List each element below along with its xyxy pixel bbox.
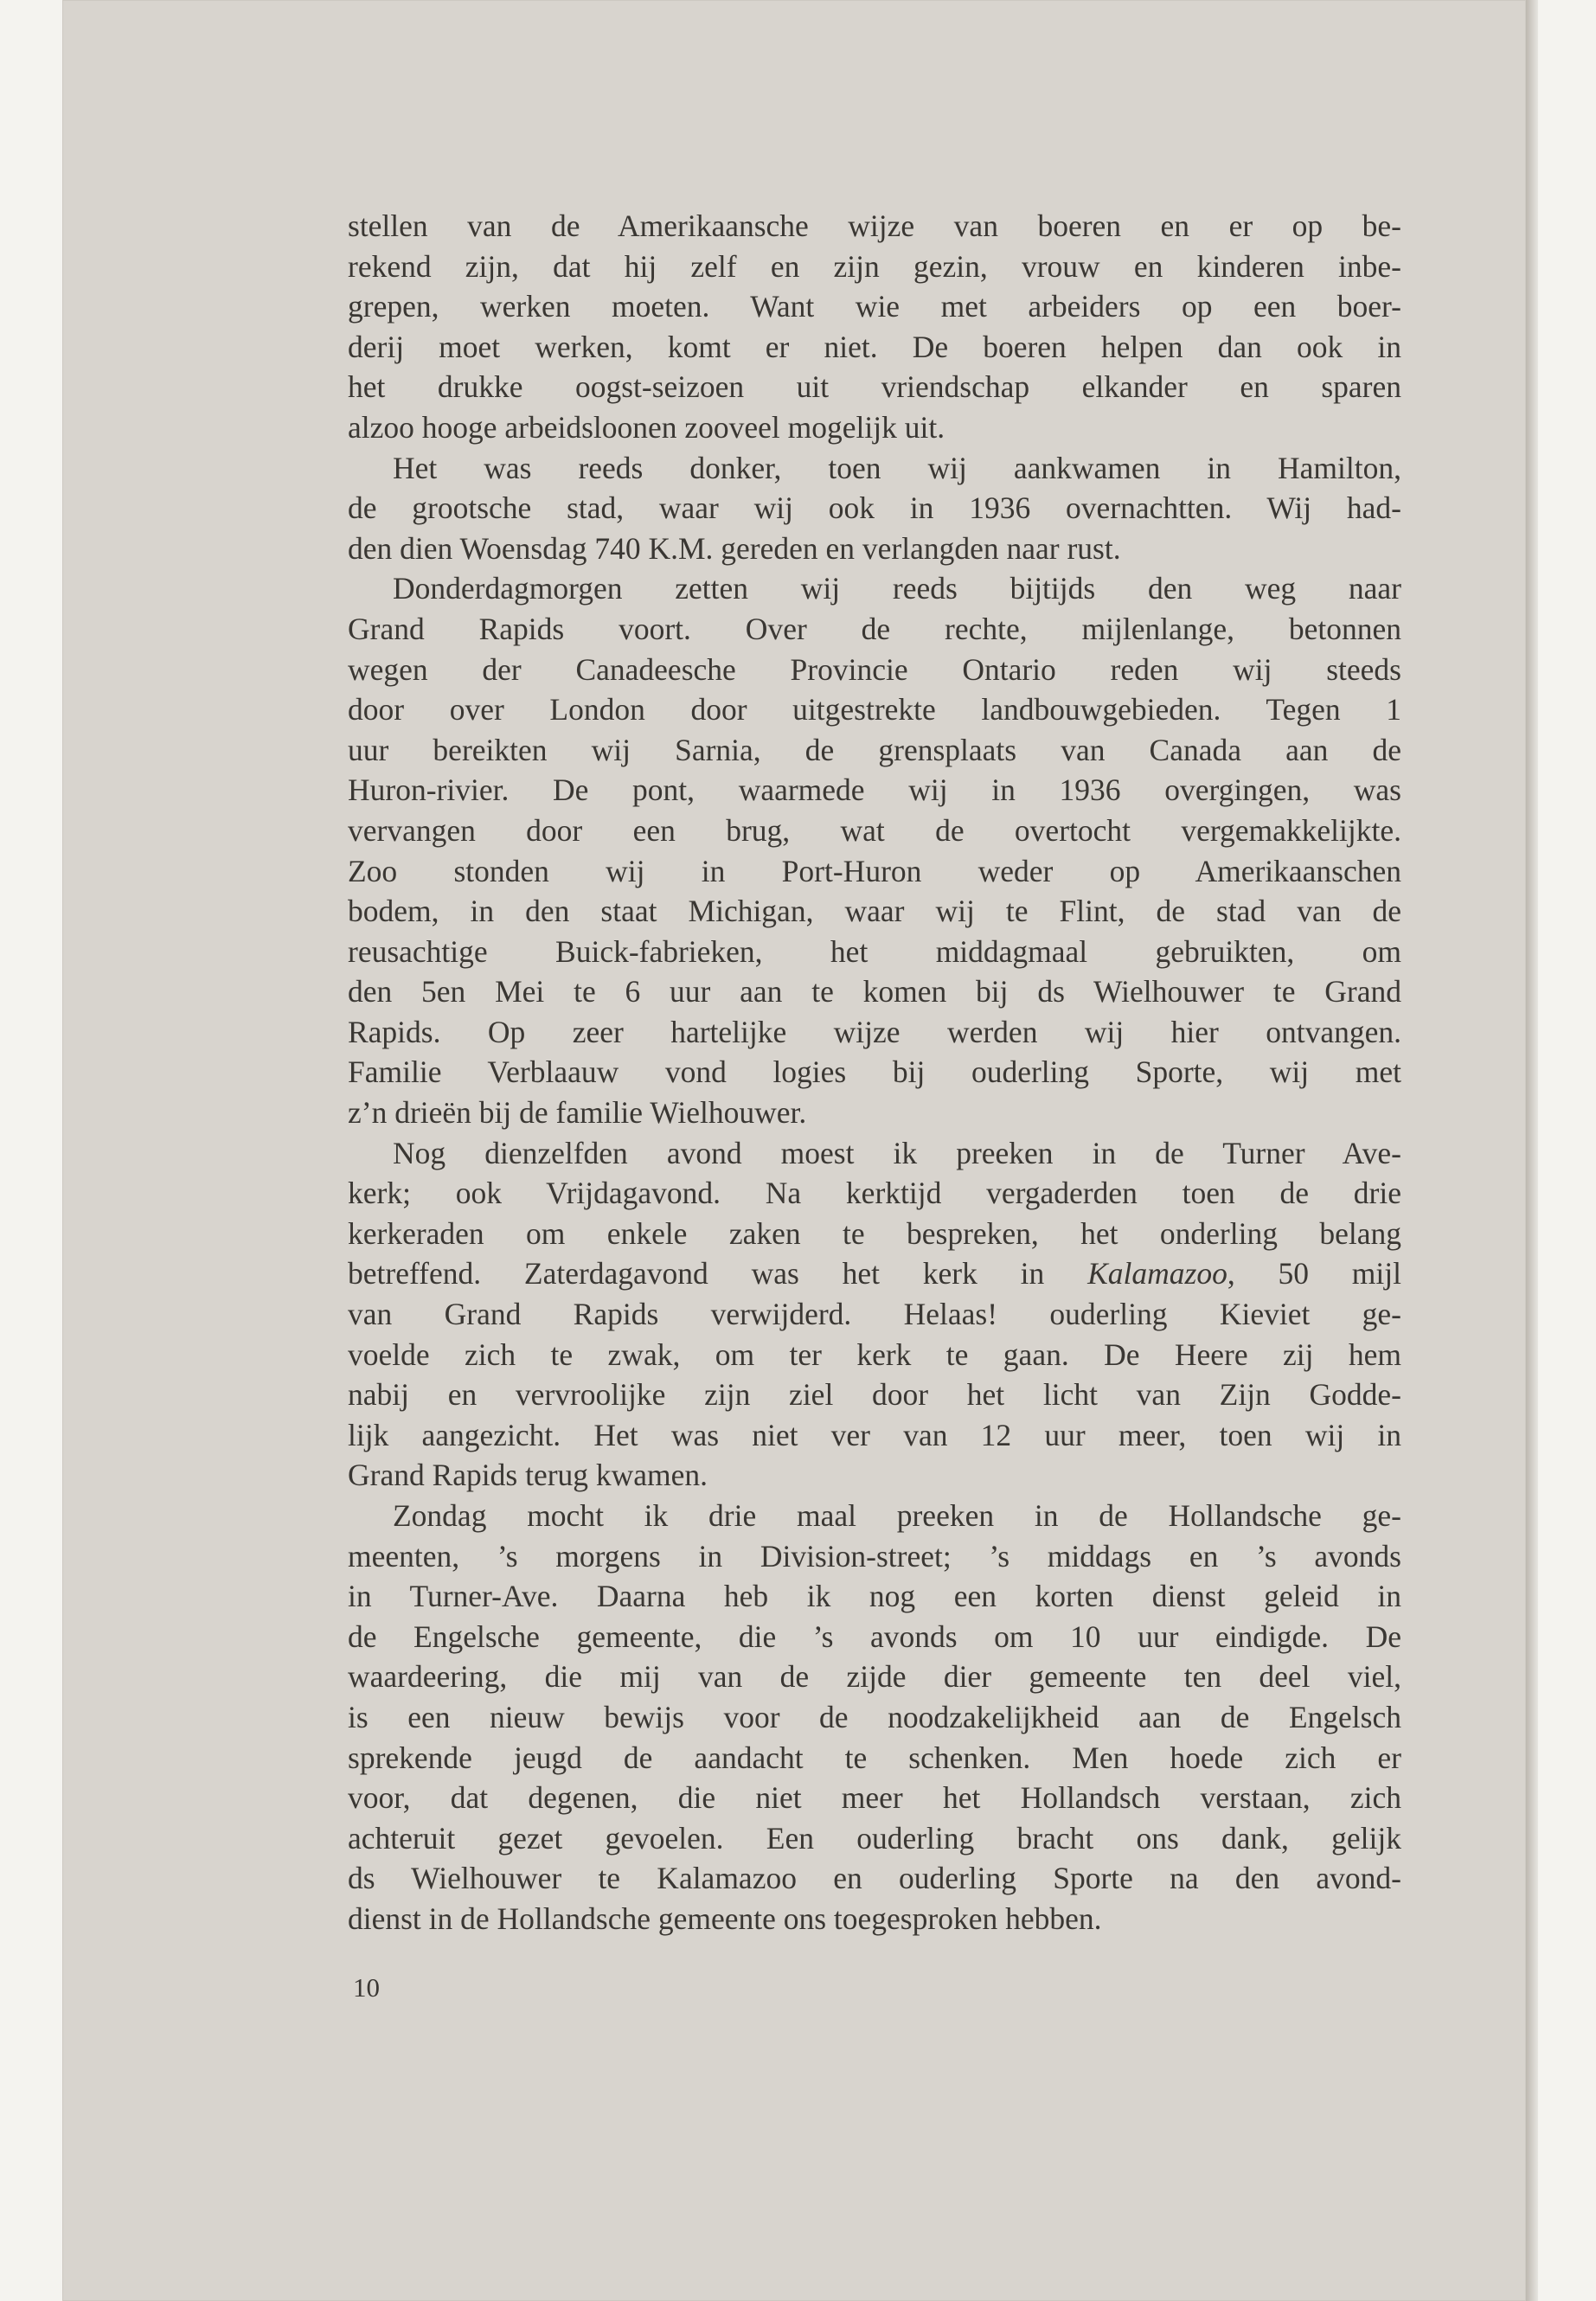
text-line: Rapids. Op zeer hartelijke wijze werden wij hier ontvangen. [348, 1014, 1401, 1049]
text-line: van Grand Rapids verwijderd. Helaas! ouderling Kieviet ge- [348, 1297, 1401, 1332]
text-line: kerkeraden om enkele zaken te bespreken, het onderling belang [348, 1215, 1401, 1251]
text-line: Grand Rapids terug kwamen. [348, 1458, 708, 1493]
text-line: de Engelsche gemeente, die ’s avonds om 10 uur eindigde. De [348, 1618, 1401, 1654]
text-line: betreffend. Zaterdagavond was het kerk in Kalamazoo, 50 mijl [348, 1256, 1401, 1292]
text-line: Grand Rapids voort. Over de rechte, mijlenlange, betonnen [348, 611, 1401, 646]
page-edge [1526, 0, 1538, 2301]
text-line: den dien Woensdag 740 K.M. gereden en verlangden naar rust. [348, 530, 1121, 566]
book-page [62, 0, 1526, 2301]
text-line: derij moet werken, komt er niet. De boeren helpen dan ook in [348, 329, 1401, 364]
text-line: Zondag mocht ik drie maal preeken in de Hollandsche ge- [393, 1498, 1401, 1533]
page-number: 10 [353, 1972, 380, 2003]
text-line: Nog dienzelfden avond moest ik preeken in de Turner Ave- [393, 1135, 1401, 1170]
text-line: Het was reeds donker, toen wij aankwamen in Hamilton, [393, 450, 1401, 485]
text-line: sprekende jeugd de aandacht te schenken. Men hoede zich er [348, 1740, 1401, 1775]
text-line: bodem, in den staat Michigan, waar wij te Flint, de stad van de [348, 894, 1401, 929]
text-line: wegen der Canadeesche Provincie Ontario reden wij steeds [348, 651, 1401, 687]
body-text [348, 206, 1401, 1939]
text-line: is een nieuw bewijs voor de noodzakelijkheid aan de Engelsch [348, 1699, 1401, 1734]
text-line: z’n drieën bij de familie Wielhouwer. [348, 1095, 807, 1131]
text-line: Donderdagmorgen zetten wij reeds bijtijds den weg naar [393, 571, 1401, 606]
text-line: kerk; ook Vrijdagavond. Na kerktijd vergaderden toen de drie [348, 1176, 1401, 1211]
text-line: achteruit gezet gevoelen. Een ouderling bracht ons dank, gelijk [348, 1820, 1401, 1856]
text-line: meenten, ’s morgens in Division-street; ’s middags en ’s avonds [348, 1538, 1401, 1574]
text-line: dienst in de Hollandsche gemeente ons toegesproken hebben. [348, 1900, 1102, 1936]
italic-place-name: Kalamazoo [1087, 1256, 1227, 1292]
text-line: het drukke oogst-seizoen uit vriendschap elkander en sparen [348, 369, 1401, 405]
text-line: den 5en Mei te 6 uur aan te komen bij ds Wielhouwer te Grand [348, 974, 1401, 1009]
text-line: voelde zich te zwak, om ter kerk te gaan. De Heere zij hem [348, 1336, 1401, 1372]
text-line: vervangen door een brug, wat de overtocht vergemakkelijkte. [348, 812, 1401, 848]
text-line: Zoo stonden wij in Port-Huron weder op Amerikaanschen [348, 853, 1401, 888]
text-line: reusachtige Buick-fabrieken, het middagmaal gebruikten, om [348, 933, 1401, 969]
text-line: waardeering, die mij van de zijde dier gemeente ten deel viel, [348, 1659, 1401, 1695]
text-line: in Turner-Ave. Daarna heb ik nog een korten dienst geleid in [348, 1579, 1401, 1614]
text-line: de grootsche stad, waar wij ook in 1936 overnachtten. Wij had- [348, 490, 1401, 526]
text-line: uur bereikten wij Sarnia, de grensplaats van Canada aan de [348, 732, 1401, 767]
text-line: ds Wielhouwer te Kalamazoo en ouderling Sporte na den avond- [348, 1861, 1401, 1896]
text-line: Huron-rivier. De pont, waarmede wij in 1936 overgingen, was [348, 772, 1401, 808]
text-line: voor, dat degenen, die niet meer het Hollandsch verstaan, zich [348, 1780, 1401, 1816]
text-line: nabij en vervroolijke zijn ziel door het licht van Zijn Godde- [348, 1377, 1401, 1413]
text-line: alzoo hooge arbeidsloonen zooveel mogelijk uit. [348, 409, 945, 445]
text-line: door over London door uitgestrekte landbouwgebieden. Tegen 1 [348, 692, 1401, 727]
text-line: Familie Verblaauw vond logies bij ouderling Sporte, wij met [348, 1054, 1401, 1090]
text-line: grepen, werken moeten. Want wie met arbeiders op een boer- [348, 289, 1401, 324]
text-line: stellen van de Amerikaansche wijze van boeren en er op be- [348, 208, 1401, 243]
text-line: rekend zijn, dat hij zelf en zijn gezin, vrouw en kinderen inbe- [348, 248, 1401, 284]
text-line: lijk aangezicht. Het was niet ver van 12 uur meer, toen wij in [348, 1417, 1401, 1452]
